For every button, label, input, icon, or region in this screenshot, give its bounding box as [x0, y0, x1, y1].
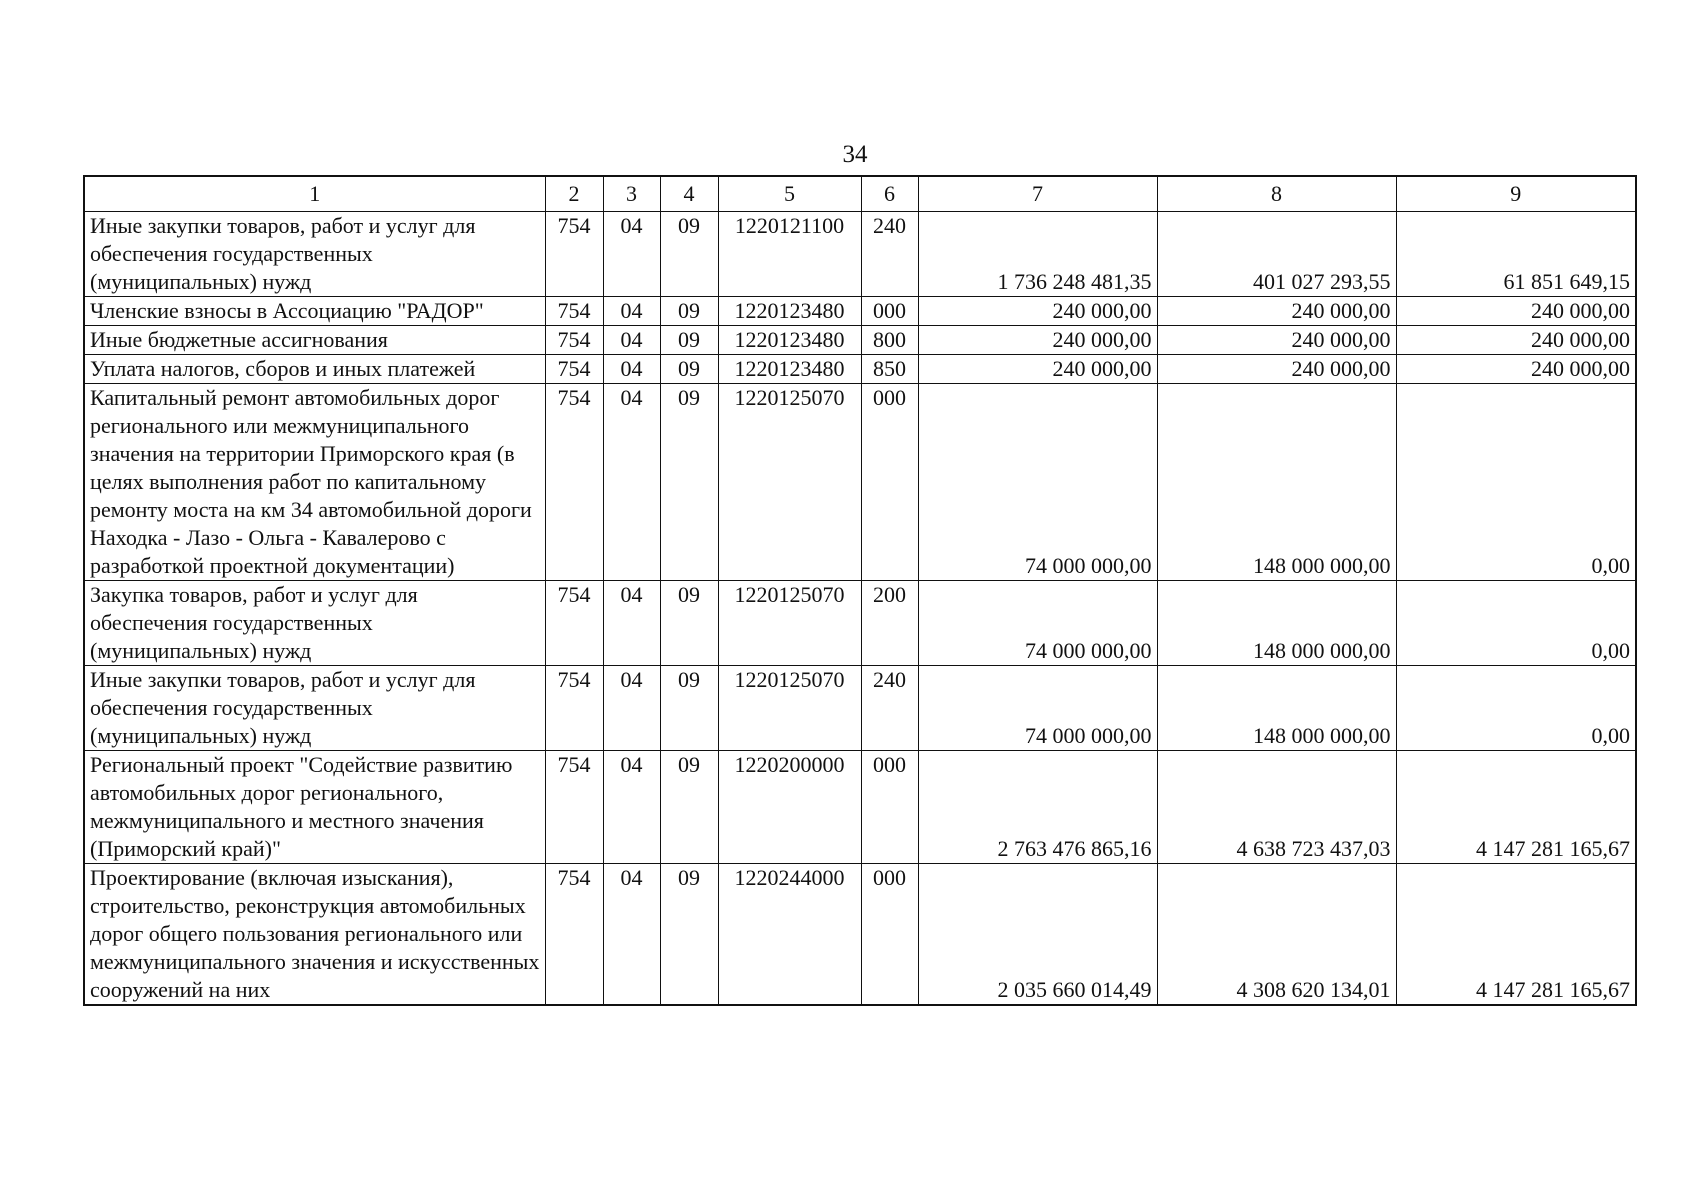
row-cell-6: 850	[861, 355, 918, 384]
table-body	[84, 212, 1636, 1006]
row-cell-3: 04	[603, 751, 660, 864]
row-amount-9: 0,00	[1396, 384, 1636, 581]
row-amount-9: 240 000,00	[1396, 355, 1636, 384]
budget-table	[83, 175, 1637, 1006]
row-amount-9: 240 000,00	[1396, 297, 1636, 326]
row-name: Иные бюджетные ассигнования	[84, 326, 545, 355]
table-row	[84, 666, 1636, 751]
row-amount-9: 61 851 649,15	[1396, 212, 1636, 297]
row-cell-2: 754	[545, 864, 603, 1006]
row-cell-5: 1220244000	[718, 864, 861, 1006]
row-amount-7: 1 736 248 481,35	[918, 212, 1157, 297]
row-cell-5: 1220123480	[718, 326, 861, 355]
row-amount-8: 148 000 000,00	[1157, 666, 1396, 751]
row-name: Членские взносы в Ассоциацию "РАДОР"	[84, 297, 545, 326]
column-header-3: 3	[603, 176, 660, 212]
table-header	[84, 176, 1636, 212]
row-amount-7: 74 000 000,00	[918, 384, 1157, 581]
column-header-2: 2	[545, 176, 603, 212]
table-row	[84, 864, 1636, 1006]
table-row	[84, 751, 1636, 864]
row-cell-3: 04	[603, 581, 660, 666]
row-cell-3: 04	[603, 212, 660, 297]
row-cell-5: 1220125070	[718, 581, 861, 666]
table-row	[84, 384, 1636, 581]
column-header-1: 1	[84, 176, 545, 212]
row-amount-8: 240 000,00	[1157, 297, 1396, 326]
row-amount-7: 74 000 000,00	[918, 581, 1157, 666]
row-name: Закупка товаров, работ и услуг для обеспечения государственных (муниципальных) нужд	[84, 581, 545, 666]
row-cell-3: 04	[603, 297, 660, 326]
row-cell-4: 09	[660, 326, 718, 355]
row-cell-4: 09	[660, 864, 718, 1006]
row-amount-9: 4 147 281 165,67	[1396, 751, 1636, 864]
column-header-9: 9	[1396, 176, 1636, 212]
row-cell-5: 1220123480	[718, 355, 861, 384]
row-cell-6: 000	[861, 751, 918, 864]
row-cell-6: 240	[861, 212, 918, 297]
row-cell-2: 754	[545, 751, 603, 864]
row-cell-6: 000	[861, 297, 918, 326]
row-amount-7: 74 000 000,00	[918, 666, 1157, 751]
row-cell-4: 09	[660, 355, 718, 384]
row-cell-3: 04	[603, 384, 660, 581]
row-cell-4: 09	[660, 666, 718, 751]
row-amount-8: 240 000,00	[1157, 326, 1396, 355]
column-header-4: 4	[660, 176, 718, 212]
row-cell-3: 04	[603, 355, 660, 384]
row-name: Капитальный ремонт автомобильных дорог регионального или межмуниципального значения на территории Приморского края (в целях выполнения работ по капитальному ремонту моста на км 34 автомобильной дороги Находка - Лазо - Ольга - Кавалерово с разработкой проектной документации)	[84, 384, 545, 581]
row-cell-6: 240	[861, 666, 918, 751]
row-cell-2: 754	[545, 355, 603, 384]
row-name: Региональный проект "Содействие развитию автомобильных дорог регионального, межмуниципального и местного значения (Приморский край)"	[84, 751, 545, 864]
row-name: Иные закупки товаров, работ и услуг для обеспечения государственных (муниципальных) нужд	[84, 666, 545, 751]
column-header-7: 7	[918, 176, 1157, 212]
row-amount-8: 148 000 000,00	[1157, 581, 1396, 666]
row-cell-6: 800	[861, 326, 918, 355]
row-cell-3: 04	[603, 864, 660, 1006]
row-amount-8: 148 000 000,00	[1157, 384, 1396, 581]
row-cell-4: 09	[660, 297, 718, 326]
row-cell-5: 1220200000	[718, 751, 861, 864]
row-cell-6: 000	[861, 864, 918, 1006]
row-cell-4: 09	[660, 212, 718, 297]
row-cell-2: 754	[545, 581, 603, 666]
page-number: 34	[842, 141, 868, 168]
table-row	[84, 326, 1636, 355]
row-amount-9: 0,00	[1396, 581, 1636, 666]
row-cell-5: 1220125070	[718, 666, 861, 751]
row-cell-2: 754	[545, 384, 603, 581]
row-cell-2: 754	[545, 297, 603, 326]
row-cell-6: 000	[861, 384, 918, 581]
row-cell-2: 754	[545, 326, 603, 355]
header-row	[84, 176, 1636, 212]
row-cell-3: 04	[603, 326, 660, 355]
column-header-6: 6	[861, 176, 918, 212]
row-cell-4: 09	[660, 384, 718, 581]
row-amount-9: 4 147 281 165,67	[1396, 864, 1636, 1006]
row-amount-9: 0,00	[1396, 666, 1636, 751]
column-header-5: 5	[718, 176, 861, 212]
row-cell-3: 04	[603, 666, 660, 751]
table-row	[84, 297, 1636, 326]
row-cell-2: 754	[545, 212, 603, 297]
row-cell-5: 1220123480	[718, 297, 861, 326]
row-amount-8: 4 638 723 437,03	[1157, 751, 1396, 864]
row-amount-7: 240 000,00	[918, 297, 1157, 326]
row-amount-9: 240 000,00	[1396, 326, 1636, 355]
row-amount-8: 4 308 620 134,01	[1157, 864, 1396, 1006]
row-amount-8: 240 000,00	[1157, 355, 1396, 384]
row-cell-2: 754	[545, 666, 603, 751]
column-header-8: 8	[1157, 176, 1396, 212]
row-name: Уплата налогов, сборов и иных платежей	[84, 355, 545, 384]
row-amount-7: 240 000,00	[918, 355, 1157, 384]
row-amount-7: 2 035 660 014,49	[918, 864, 1157, 1006]
row-amount-7: 2 763 476 865,16	[918, 751, 1157, 864]
row-amount-7: 240 000,00	[918, 326, 1157, 355]
table-row	[84, 581, 1636, 666]
table-row	[84, 355, 1636, 384]
row-cell-4: 09	[660, 581, 718, 666]
table-row	[84, 212, 1636, 297]
row-cell-5: 1220121100	[718, 212, 861, 297]
row-name: Иные закупки товаров, работ и услуг для обеспечения государственных (муниципальных) нужд	[84, 212, 545, 297]
row-cell-6: 200	[861, 581, 918, 666]
row-cell-4: 09	[660, 751, 718, 864]
row-cell-5: 1220125070	[718, 384, 861, 581]
row-amount-8: 401 027 293,55	[1157, 212, 1396, 297]
row-name: Проектирование (включая изыскания), строительство, реконструкция автомобильных дорог общего пользования регионального или межмуниципального значения и искусственных сооружений на них	[84, 864, 545, 1006]
